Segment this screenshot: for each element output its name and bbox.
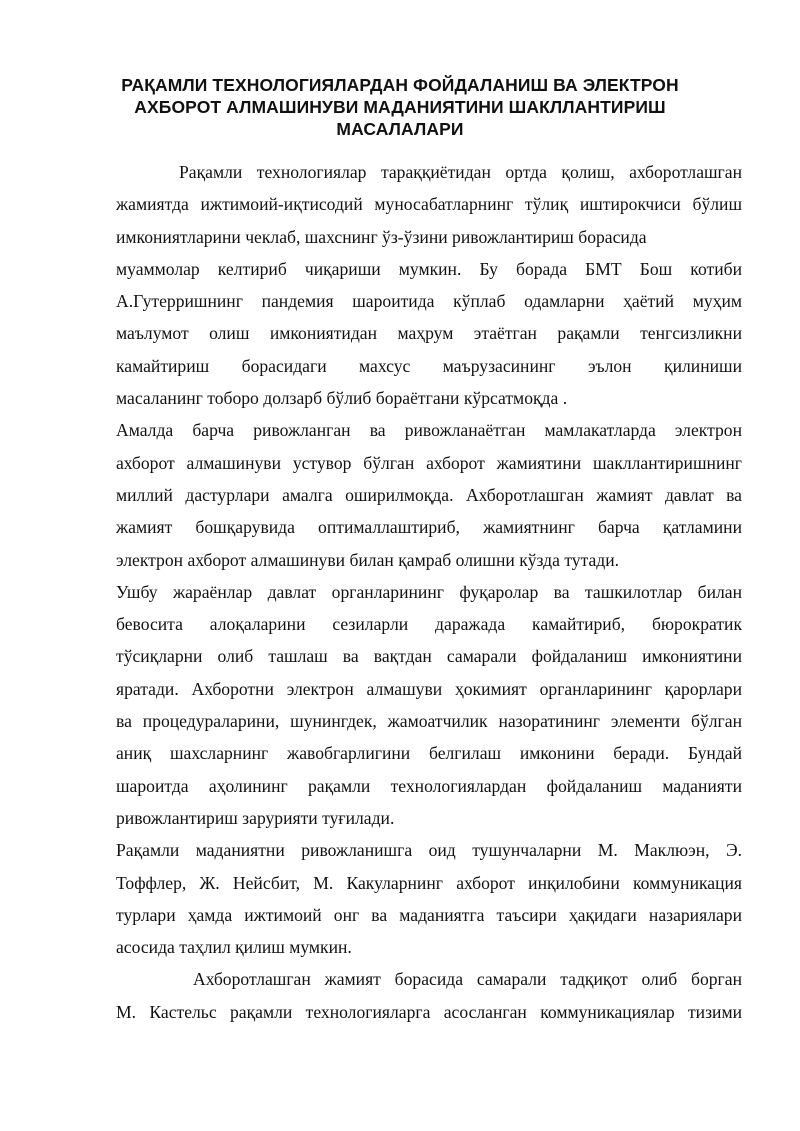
paragraph-line: Рақамли маданиятни ривожланишга оид тушунчаларни М. Маклюэн, Э. [116,840,742,861]
paragraph-line: Рақамли технологиялар тараққиётидан ортда қолиш, ахборотлашган [179,162,742,182]
paragraph-line: Ахборотлашган жамият борасида самарали тадқиқот олиб борган [193,969,742,990]
paragraph-line: жамият бошқарувида оптималлаштириб, жамиятнинг барча қатламини [116,517,742,538]
paragraph-line: асосида таҳлил қилиш мумкин. [116,937,352,958]
paragraph-line: Тоффлер, Ж. Нейсбит, М. Какуларнинг ахборот инқилобини коммуникация [116,872,742,893]
title-line: АХБОРОТ АЛМАШИНУВИ МАДАНИЯТИНИ ШАКЛЛАНТИРИШ [134,97,666,117]
paragraph-line: муаммолар келтириб чиқариши мумкин. Бу борада БМТ Бош котиби [116,258,742,279]
paragraph-line: Амалда барча ривожланган ва ривожланаётган мамлакатларда электрон [116,420,742,441]
paragraph-line: ривожлантириш зарурияти туғилади. [116,807,395,828]
paragraph-line: бевосита алоқаларини сезиларли даражада камайтириб, бюрократик [116,614,742,635]
paragraph-line: маълумот олиш имкониятидан маҳрум этаётган рақамли тенгсизликни [116,323,742,344]
paragraph-line: камайтириш борасидаги махсус маърузасининг эълон қилиниши [116,355,742,376]
document-body [116,156,742,1028]
paragraph-line: Ушбу жараёнлар давлат органларининг фуқаролар ва ташкилотлар билан [116,581,742,602]
paragraph-line: ахборот алмашинуви устувор бўлган ахборот жамиятини шакллантиришнинг [116,452,742,473]
paragraph-line: шароитда аҳолининг рақамли технологиялардан фойдаланиш маданияти [116,775,742,796]
paragraph-line: аниқ шахсларнинг жавобгарлигини белгилаш имконини беради. Бундай [116,743,742,764]
paragraph-line: М. Кастельс рақамли технологияларга асосланган коммуникациялар тизими [116,1001,742,1022]
document-title [110,74,690,140]
paragraph-line: ва процедураларини, шунингдек, жамоатчилик назоратининг элементи бўлган [116,711,742,732]
paragraph-line: тўсиқларни олиб ташлаш ва вақтдан самарали фойдаланиш имкониятини [116,646,742,667]
title-line: МАСАЛАЛАРИ [336,119,464,139]
paragraph-line: А.Гутерришнинг пандемия шароитида кўплаб одамларни ҳаётий муҳим [116,291,742,312]
paragraph-line: имкониятларини чеклаб, шахснинг ўз-ўзини ривожлантириш борасида [116,226,647,247]
paragraph-line: электрон ахборот алмашинуви билан қамраб олишни кўзда тутади. [116,549,620,570]
paragraph-line: турлари ҳамда ижтимоий онг ва маданиятга таъсири ҳақидаги назариялари [116,904,742,925]
title-line: РАҚАМЛИ ТЕХНОЛОГИЯЛАРДАН ФОЙДАЛАНИШ ВА ЭЛЕКТРОН [121,75,679,95]
paragraph-line: миллий дастурлари амалга оширилмоқда. Ахборотлашган жамият давлат ва [116,484,742,505]
paragraph-line: масаланинг тоборо долзарб бўлиб бораётгани кўрсатмоқда . [116,388,568,409]
paragraph-line: жамиятда ижтимоий-иқтисодий муносабатларнинг тўлиқ иштирокчиси бўлиш [116,194,742,215]
paragraph-line: яратади. Ахборотни электрон алмашуви ҳокимият органларининг қарорлари [116,678,742,699]
